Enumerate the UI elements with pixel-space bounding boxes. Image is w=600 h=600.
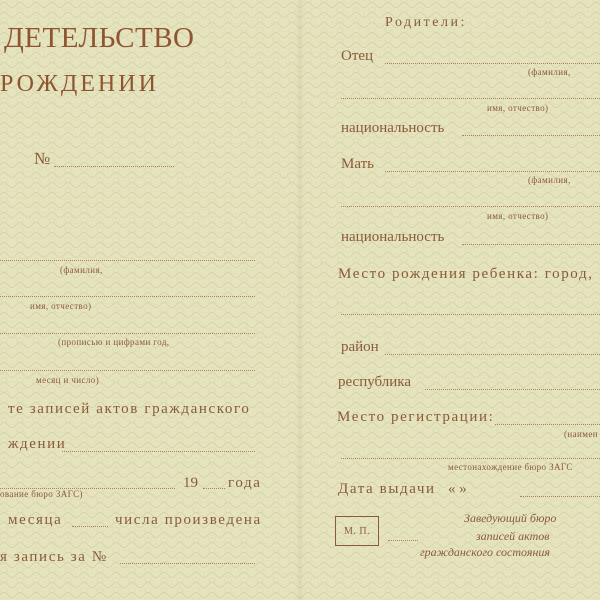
birth-date-month-line (0, 370, 255, 371)
hint-zags-name: ование бюро ЗАГС) (0, 489, 83, 499)
year-label: года (228, 475, 262, 491)
hint-registration-name: (наимен (564, 429, 598, 439)
district-label: район (341, 339, 379, 355)
stamp-label: М. П. (343, 525, 371, 537)
hint-month-day: месяц и число) (36, 375, 100, 385)
hint-zags-location: местонахождение бюро ЗАГС (448, 462, 573, 472)
year-digits-line (203, 488, 225, 489)
hint-mother-surname: (фамилия, (528, 175, 571, 185)
child-name-line (0, 296, 255, 297)
certificate-title-line2: РОЖДЕНИИ (0, 71, 159, 97)
year-prefix: 19 (183, 475, 198, 491)
registration-location-line (341, 458, 600, 459)
page-fold (296, 0, 304, 600)
hint-mother-name: имя, отчество) (487, 211, 549, 221)
issue-date-quotes: « » (448, 481, 467, 497)
issue-date-label: Дата выдачи (338, 481, 436, 497)
day-label: числа произведена (115, 512, 262, 528)
month-label: месяца (8, 512, 63, 528)
record-number-label: я запись за № (0, 549, 108, 565)
records-registry-text: те записей актов гражданского (8, 401, 251, 417)
mother-nationality-label: национальность (341, 229, 445, 245)
mother-label: Мать (341, 156, 375, 172)
registration-name-line (495, 424, 600, 425)
father-label: Отец (341, 48, 374, 64)
mother-name-line (341, 206, 600, 207)
registration-label: Место регистрации: (337, 409, 495, 425)
father-nationality-label: национальность (341, 120, 445, 136)
hint-father-name: имя, отчество) (487, 103, 549, 113)
certificate-number-line (54, 166, 174, 167)
republic-label: республика (338, 374, 412, 390)
birthplace-line (341, 314, 600, 315)
issue-date-line (520, 496, 600, 497)
certificate-title-line1: ДЕТЕЛЬСТВО (4, 22, 195, 54)
certificate-number-sign: № (34, 149, 51, 168)
mother-nationality-line (462, 244, 600, 245)
father-nationality-line (462, 135, 600, 136)
child-surname-line (0, 260, 255, 261)
mother-surname-line (385, 171, 600, 172)
hint-father-surname: (фамилия, (528, 67, 571, 77)
birth-text: ждении (8, 436, 67, 452)
district-line (385, 354, 600, 355)
hint-name-left: имя, отчество) (30, 301, 92, 311)
head-title-line3: гражданского состояния (420, 545, 551, 559)
father-name-line (341, 98, 600, 99)
head-title-line2: записей актов (476, 529, 550, 543)
hint-date-words: (прописью и цифрами год, (58, 337, 170, 347)
birth-registry-line (62, 451, 255, 452)
father-surname-line (385, 63, 600, 64)
stamp-place-box (335, 516, 379, 546)
republic-line (425, 389, 600, 390)
parents-heading: Родители: (385, 15, 467, 30)
signature-line (388, 540, 418, 541)
record-number-line (120, 563, 255, 564)
day-number-line (72, 526, 108, 527)
hint-surname-left: (фамилия, (60, 265, 103, 275)
birthplace-label: Место рождения ребенка: город, (338, 266, 594, 282)
birth-date-words-line (0, 333, 255, 334)
head-title-line1: Заведующий бюро (464, 511, 557, 525)
